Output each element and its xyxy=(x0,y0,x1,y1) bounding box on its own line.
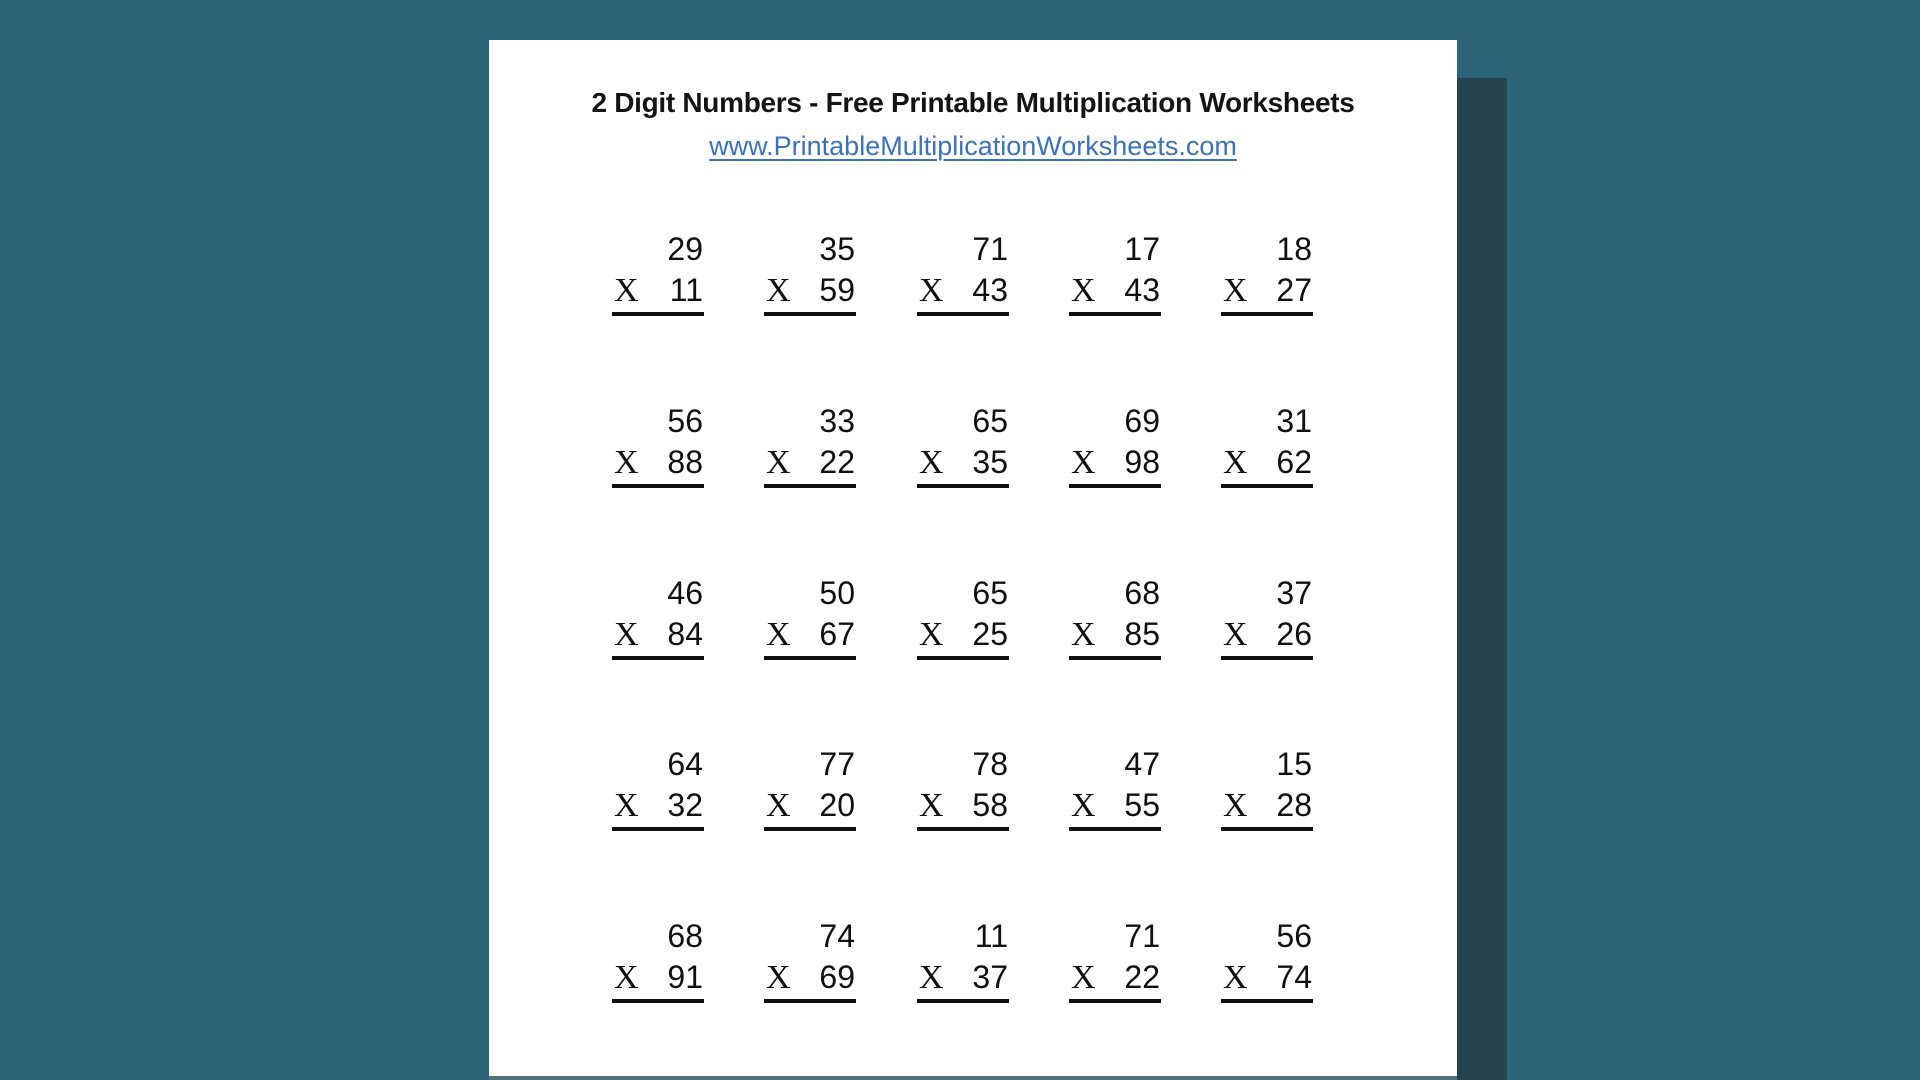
multiplier-row xyxy=(612,442,704,483)
answer-line xyxy=(1069,484,1161,488)
multiplier-row xyxy=(764,270,856,311)
multiplier-row xyxy=(1069,957,1161,998)
multiplication-problem xyxy=(764,916,856,1003)
multiplicand: 15 xyxy=(1276,746,1312,782)
multiply-operator: X xyxy=(766,616,791,653)
multiplier-row xyxy=(917,614,1009,655)
multiplier-row xyxy=(1069,442,1161,483)
multiplication-problem xyxy=(764,401,856,488)
multiplicand: 68 xyxy=(1124,575,1160,611)
multiply-operator: X xyxy=(1223,787,1248,824)
multiply-operator: X xyxy=(614,272,639,309)
multiplier: 69 xyxy=(819,959,855,995)
answer-line xyxy=(612,484,704,488)
multiply-operator: X xyxy=(1071,272,1096,309)
multiplicand: 71 xyxy=(972,231,1008,267)
answer-line xyxy=(764,827,856,831)
multiply-operator: X xyxy=(919,787,944,824)
multiplicand: 68 xyxy=(667,918,703,954)
page-bottom-edge xyxy=(489,1076,1457,1080)
multiply-operator: X xyxy=(1071,959,1096,996)
multiplicand: 33 xyxy=(819,403,855,439)
multiply-operator: X xyxy=(614,444,639,481)
multiplicand: 77 xyxy=(819,746,855,782)
multiply-operator: X xyxy=(1071,616,1096,653)
multiplier-row xyxy=(764,957,856,998)
multiplication-problem xyxy=(1221,744,1313,831)
multiplicand: 74 xyxy=(819,918,855,954)
multiply-operator: X xyxy=(614,616,639,653)
worksheet-title: 2 Digit Numbers - Free Printable Multiplication Worksheets xyxy=(591,87,1355,118)
multiplier: 74 xyxy=(1276,959,1312,995)
multiply-operator: X xyxy=(766,272,791,309)
answer-line xyxy=(917,999,1009,1003)
multiplication-problem xyxy=(1069,229,1161,316)
multiply-operator: X xyxy=(919,959,944,996)
multiplicand: 56 xyxy=(1276,918,1312,954)
answer-line xyxy=(917,827,1009,831)
multiplicand: 56 xyxy=(667,403,703,439)
answer-line xyxy=(612,312,704,316)
multiplication-problem xyxy=(1069,401,1161,488)
multiplier: 27 xyxy=(1276,272,1312,308)
multiply-operator: X xyxy=(1071,787,1096,824)
multiplicand: 47 xyxy=(1124,746,1160,782)
multiplication-problem xyxy=(612,229,704,316)
multiplier-row xyxy=(1221,614,1313,655)
multiply-operator: X xyxy=(766,787,791,824)
multiply-operator: X xyxy=(1223,272,1248,309)
multiply-operator: X xyxy=(614,959,639,996)
multiplier-row xyxy=(1069,785,1161,826)
multiplication-problem xyxy=(917,229,1009,316)
answer-line xyxy=(764,999,856,1003)
answer-line xyxy=(917,656,1009,660)
multiplicand: 78 xyxy=(972,746,1008,782)
multiplication-problem xyxy=(917,573,1009,660)
multiplier-row xyxy=(1221,957,1313,998)
multiplication-problem xyxy=(917,916,1009,1003)
multiplier: 98 xyxy=(1124,444,1160,480)
multiplication-problem xyxy=(1069,916,1161,1003)
answer-line xyxy=(764,484,856,488)
multiplier: 85 xyxy=(1124,616,1160,652)
answer-line xyxy=(1221,484,1313,488)
answer-line xyxy=(1069,312,1161,316)
multiplier-row xyxy=(612,270,704,311)
multiplier: 25 xyxy=(972,616,1008,652)
website-link[interactable]: www.PrintableMultiplicationWorksheets.com xyxy=(709,131,1237,161)
multiplicand: 65 xyxy=(972,403,1008,439)
multiplication-problem xyxy=(1221,916,1313,1003)
answer-line xyxy=(917,312,1009,316)
multiplicand: 46 xyxy=(667,575,703,611)
multiply-operator: X xyxy=(1223,444,1248,481)
multiply-operator: X xyxy=(1223,959,1248,996)
multiplier: 91 xyxy=(667,959,703,995)
multiplier-row xyxy=(612,614,704,655)
multiplication-problem xyxy=(764,744,856,831)
multiply-operator: X xyxy=(1071,444,1096,481)
multiplier: 26 xyxy=(1276,616,1312,652)
multiplication-problem xyxy=(1221,401,1313,488)
multiplier-row xyxy=(1221,442,1313,483)
website-link-row xyxy=(489,129,1457,163)
multiply-operator: X xyxy=(919,444,944,481)
multiplier: 35 xyxy=(972,444,1008,480)
multiply-operator: X xyxy=(919,616,944,653)
answer-line xyxy=(1221,656,1313,660)
multiplicand: 69 xyxy=(1124,403,1160,439)
answer-line xyxy=(612,827,704,831)
answer-line xyxy=(1069,656,1161,660)
multiplicand: 71 xyxy=(1124,918,1160,954)
multiplication-problem xyxy=(1221,229,1313,316)
multiplier-row xyxy=(917,270,1009,311)
answer-line xyxy=(764,656,856,660)
multiplication-problem xyxy=(917,401,1009,488)
multiplier: 22 xyxy=(1124,959,1160,995)
multiplication-problem xyxy=(764,229,856,316)
multiplier-row xyxy=(764,785,856,826)
multiplication-problem xyxy=(612,401,704,488)
worksheet-page xyxy=(489,40,1457,1076)
answer-line xyxy=(1221,999,1313,1003)
answer-line xyxy=(612,999,704,1003)
multiplier: 22 xyxy=(819,444,855,480)
multiply-operator: X xyxy=(1223,616,1248,653)
multiplier: 32 xyxy=(667,787,703,823)
multiplier: 88 xyxy=(667,444,703,480)
multiplier: 67 xyxy=(819,616,855,652)
multiplier: 37 xyxy=(972,959,1008,995)
multiplier: 59 xyxy=(819,272,855,308)
multiplier: 20 xyxy=(819,787,855,823)
answer-line xyxy=(1069,999,1161,1003)
multiplier-row xyxy=(1221,785,1313,826)
multiplication-problem xyxy=(764,573,856,660)
multiplication-problem xyxy=(612,573,704,660)
multiplier-row xyxy=(917,957,1009,998)
multiplicand: 31 xyxy=(1276,403,1312,439)
answer-line xyxy=(1069,827,1161,831)
multiplicand: 37 xyxy=(1276,575,1312,611)
multiplication-problem xyxy=(1069,744,1161,831)
multiplication-problem xyxy=(612,916,704,1003)
multiplier-row xyxy=(612,785,704,826)
multiplicand: 64 xyxy=(667,746,703,782)
multiplier-row xyxy=(764,614,856,655)
multiplier-row xyxy=(917,785,1009,826)
multiplicand: 18 xyxy=(1276,231,1312,267)
multiplicand: 29 xyxy=(667,231,703,267)
multiplication-problem xyxy=(1221,573,1313,660)
multiplicand: 17 xyxy=(1124,231,1160,267)
multiplication-problem xyxy=(917,744,1009,831)
multiplier-row xyxy=(612,957,704,998)
multiplier: 43 xyxy=(1124,272,1160,308)
multiplier: 11 xyxy=(669,272,703,308)
multiply-operator: X xyxy=(919,272,944,309)
answer-line xyxy=(1221,312,1313,316)
multiplier: 55 xyxy=(1124,787,1160,823)
multiply-operator: X xyxy=(766,959,791,996)
page-drop-shadow xyxy=(1457,78,1507,1080)
multiplicand: 35 xyxy=(819,231,855,267)
multiplier-row xyxy=(1069,270,1161,311)
multiplier-row xyxy=(1221,270,1313,311)
multiplier-row xyxy=(917,442,1009,483)
answer-line xyxy=(1221,827,1313,831)
multiplier: 58 xyxy=(972,787,1008,823)
multiply-operator: X xyxy=(766,444,791,481)
multiplier: 62 xyxy=(1276,444,1312,480)
multiplier: 84 xyxy=(667,616,703,652)
multiplier-row xyxy=(764,442,856,483)
multiplication-problem xyxy=(612,744,704,831)
multiplier: 43 xyxy=(972,272,1008,308)
multiplicand: 11 xyxy=(974,918,1008,954)
multiply-operator: X xyxy=(614,787,639,824)
answer-line xyxy=(917,484,1009,488)
multiplier: 28 xyxy=(1276,787,1312,823)
multiplicand: 65 xyxy=(972,575,1008,611)
answer-line xyxy=(612,656,704,660)
multiplicand: 50 xyxy=(819,575,855,611)
multiplication-problem xyxy=(1069,573,1161,660)
answer-line xyxy=(764,312,856,316)
multiplier-row xyxy=(1069,614,1161,655)
